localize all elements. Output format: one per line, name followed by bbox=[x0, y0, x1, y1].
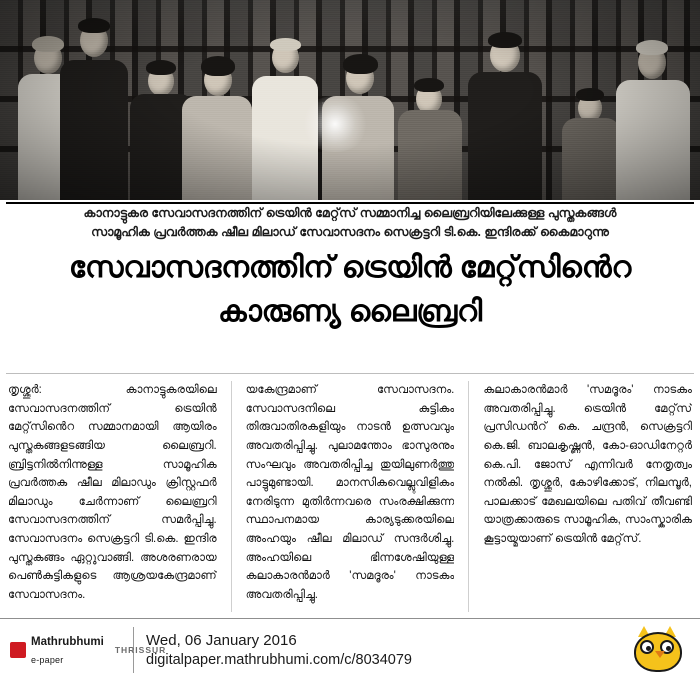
article-column-2: യകേന്ദ്രമാണ് സേവാസദനം. സേവാസദനിലെ കുട്ടികം തിരുവാതിരകളിയും നാടൻ ഉത്സവവും അവതരിപ്പിച്ചു. പുലാമന്തോം ഭാസുരനും സംഘവും അവതരിപ്പിച്ച തുയിലുണർത്തു പാട്ടുമുണ്ടായി. മാനസികവെല്ലുവിളികം നേരിടുന്ന മുതിർന്നവരെ സംരക്ഷിക്കുന്ന സ്ഥാപനമായ കാര്യടുക്കരയിലെ അംഹയും ഷീല മിലാഡ് സന്ദർശിച്ചു. അംഹയിലെ ഭിന്നശേഷിയുള്ള കലാകാരൻമാർ 'സമദൂരം' നാടകം അവതരിപ്പിച്ചു. bbox=[245, 384, 455, 601]
footer-text-block bbox=[134, 632, 626, 668]
edition-label: THRISSUR bbox=[114, 645, 167, 655]
brand-name-label: Mathrubhumi bbox=[31, 636, 104, 648]
mathrubhumi-logo-icon bbox=[10, 642, 26, 658]
caption-line-2: സാമൂഹിക പ്രവർത്തക ഷീല മിലാഡ് സേവാസദനം സെക്രട്ടറി ടി.കെ. ഇന്ദിരക്ക് കൈമാറുന്നു bbox=[91, 225, 609, 240]
article-column-3: കലാകാരൻമാർ 'സമദൂരം' നാടകം അവതരിപ്പിച്ചു. ട്രെയിൻ മേറ്റ്‌സ് പ്രസിഡൻറ് കെ. ചന്ദ്രൻ, സെക്രട്ടറി കെ.ജി. ബാലകൃഷ്ണൻ, കോ-ഓഡിനേറ്റർ കെ.പി. ജോസ് എന്നിവർ നേതൃത്വം നൽകി. തൃശ്ശൂർ, കോഴിക്കോട്, നിലമ്പൂർ, പാലക്കാട് മേഖലയിലെ പതിവ് തീവണ്ടി യാത്രക്കാരുടെ സാമൂഹിക, സാംസ്കാരിക കൂട്ടായ്മയാണ് ട്രെയിൻ മേറ്റ്‌സ്. bbox=[483, 384, 693, 545]
article-photo bbox=[0, 0, 700, 200]
headline-line-2: കാരുണ്യ ലൈബ്രറി bbox=[218, 294, 482, 328]
photo-vignette-overlay bbox=[0, 0, 700, 200]
epaper-footer bbox=[0, 618, 700, 682]
source-url[interactable]: digitalpaper.mathrubhumi.com/c/8034079 bbox=[146, 652, 412, 668]
article-column-1: തൃശ്ശൂർ: കാനാട്ടുകരയിലെ സേവാസദനത്തിന് ട്രെയിൻ മേറ്റ്‌സിൻെറ സമ്മാനമായി ആയിരം പുസ്തകങ്ങളടങ്ങിയ ലൈബ്രറി. ബ്രിട്ടനിൽനിന്നുള്ള സാമൂഹിക പ്രവർത്തക ഷീല മിലാഡും ക്രിസ്റ്റഫർ മിലാഡും ചേർന്നാണ് ലൈബ്രറി സേവാസദനത്തിന് സമർപ്പിച്ചു. സേവാസദനം സെക്രട്ടറി ടി.കെ. ഇന്ദിര പുസ്തകങ്ങം ഏറ്റുവാങ്ങി. അശരണരായ പെൺകുട്ടികളുടെ ആശ്രയകേന്ദ്രമാണ് സേവാസദനം. bbox=[8, 384, 217, 601]
article-body-columns bbox=[8, 381, 692, 612]
owl-mascot-icon bbox=[626, 624, 692, 676]
photo-caption bbox=[0, 200, 700, 243]
mathrubhumi-epaper-logo[interactable] bbox=[6, 627, 167, 673]
brand-sub-label: e-paper bbox=[31, 655, 64, 665]
article-headline bbox=[0, 246, 700, 333]
publication-date: Wed, 06 January 2016 bbox=[146, 632, 297, 649]
headline-bottom-rule bbox=[6, 373, 694, 374]
headline-line-1: സേവാസദനത്തിന് ട്രെയിൻ മേറ്റ്‌സിൻെറ bbox=[68, 251, 632, 284]
column-divider-2 bbox=[468, 381, 469, 612]
caption-line-1: കാനാട്ടുകര സേവാസദനത്തിന് ട്രെയിൻ മേറ്റ്‌സ് സമ്മാനിച്ച ലൈബ്രറിയിലേക്കുള്ള പുസ്തകങ്ങൾ bbox=[83, 206, 617, 220]
column-divider-1 bbox=[231, 381, 232, 612]
